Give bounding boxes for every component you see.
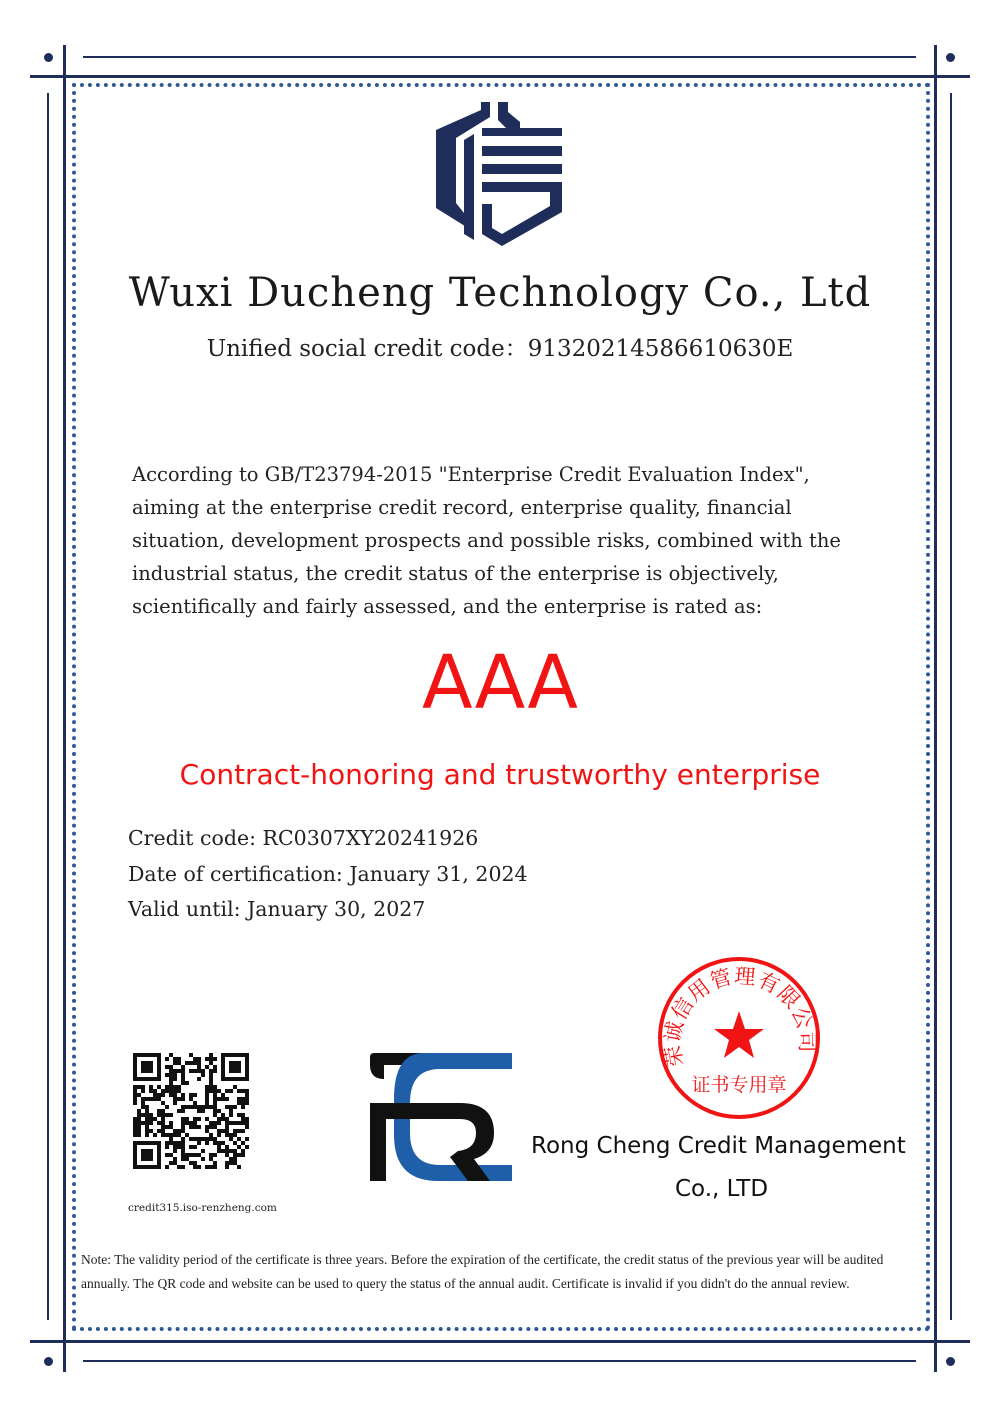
border-line	[30, 1340, 970, 1343]
corner-dot	[946, 53, 955, 62]
border-line	[30, 75, 970, 78]
company-logo	[436, 100, 562, 246]
certificate-note: Note: The validity period of the certificate is three years. Before the expiration of the certificate, the credit status of the previous year will be audited annually. The QR code and website can be used to query the status of the annual audit. Certificate is invalid if you didn't do the annual review.	[81, 1252, 884, 1291]
unified-credit-code	[0, 330, 1000, 363]
corner-dot	[44, 53, 53, 62]
seal-subtext: 证书专用章	[691, 1074, 787, 1096]
border-line	[83, 1360, 916, 1362]
qr-url[interactable]: credit315.iso-renzheng.com	[128, 1202, 277, 1214]
qr-code[interactable]	[133, 1053, 249, 1169]
assessment-statement: According to GB/T23794-2015 "Enterprise Credit Evaluation Index", aiming at the enterprise credit record, enterprise quality, financial situation, development prospects and possible risks, combined with the industrial status, the credit status of the enterprise is objectively, scientifically and fairly assessed, and the enterprise is rated as:	[132, 463, 841, 618]
credit-code: Credit code: RC0307XY20241926	[128, 826, 479, 850]
unified-code-label: Unified social credit code：	[206, 336, 528, 362]
corner-dot	[44, 1357, 53, 1366]
seal-text: 荣诚信用管理有限公司	[660, 963, 820, 1069]
issuer-name: Rong Cheng Credit Management	[531, 1133, 906, 1159]
company-name: Wuxi Ducheng Technology Co., Ltd	[128, 270, 872, 316]
rating: AAA	[422, 640, 578, 726]
certification-date: Date of certification: January 31, 2024	[128, 862, 528, 886]
valid-until: Valid until: January 30, 2027	[128, 897, 426, 921]
rating-title: Contract-honoring and trustworthy enterprise	[179, 758, 821, 791]
border-line	[83, 56, 916, 58]
issuer-logo	[370, 1053, 512, 1181]
official-seal	[656, 955, 822, 1121]
issuer-name-line2: Co., LTD	[675, 1176, 769, 1202]
unified-code-value: 91320214586610630E	[527, 336, 794, 362]
corner-dot	[946, 1357, 955, 1366]
